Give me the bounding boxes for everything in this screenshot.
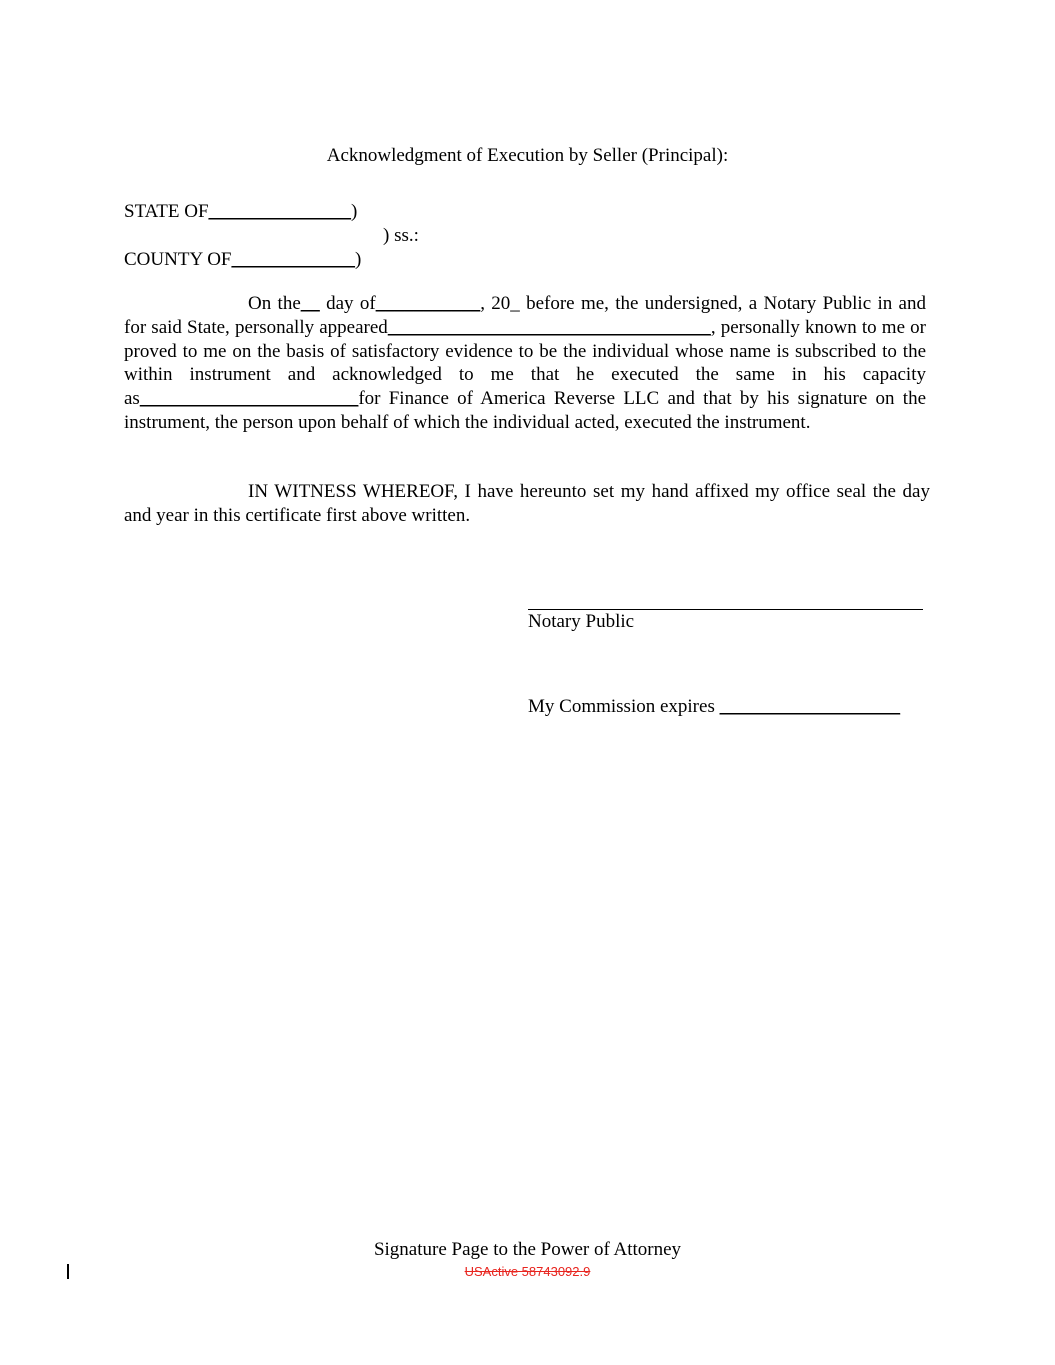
commission-label: My Commission expires bbox=[528, 696, 715, 717]
commission-line bbox=[528, 696, 900, 718]
capacity-blank: _______________________ bbox=[139, 388, 359, 410]
county-blank: _____________ bbox=[231, 249, 355, 270]
ack-text-2: day of bbox=[319, 293, 376, 314]
ack-text-1: On the bbox=[248, 293, 301, 314]
county-paren: ) bbox=[355, 249, 362, 270]
ss-marker: ) ss.: bbox=[383, 225, 419, 246]
acknowledgment-paragraph bbox=[124, 292, 926, 435]
month-blank: ___________ bbox=[375, 293, 481, 314]
day-blank: __ bbox=[300, 293, 320, 314]
county-line bbox=[124, 249, 361, 271]
ack-text-4: , personally known to me or proved to me on the basis of satisfactory evidence to be the individual whose name is subscribed to the within instrument and acknowledged to me that he executed the same in his capacity as bbox=[124, 316, 926, 410]
state-line bbox=[124, 201, 357, 223]
ack-text-5: for Finance of America Reverse LLC and that by his signature on the instrument, the person upon behalf of which the individual acted, executed the instrument. bbox=[124, 388, 926, 433]
notary-public-label: Notary Public bbox=[528, 611, 635, 632]
ack-text-3: , 20_ before me, the undersigned, a Notary Public in and for said State, personally appeared bbox=[124, 293, 926, 338]
commission-blank: ___________________ bbox=[719, 696, 901, 717]
notary-signature-line bbox=[528, 609, 923, 610]
name-blank: __________________________________ bbox=[387, 316, 711, 338]
state-blank: _______________ bbox=[208, 201, 352, 222]
document-id: USActive 58743092.9 bbox=[464, 1264, 591, 1279]
footer-title: Signature Page to the Power of Attorney bbox=[373, 1239, 682, 1260]
witness-paragraph bbox=[124, 480, 930, 528]
county-label: COUNTY OF bbox=[124, 249, 232, 270]
document-heading: Acknowledgment of Execution by Seller (Principal): bbox=[326, 145, 729, 166]
state-label: STATE OF bbox=[124, 201, 209, 222]
state-paren: ) bbox=[351, 201, 358, 222]
witness-text: IN WITNESS WHEREOF, I have hereunto set my hand affixed my office seal the day and year in this certificate first above written. bbox=[124, 481, 930, 526]
